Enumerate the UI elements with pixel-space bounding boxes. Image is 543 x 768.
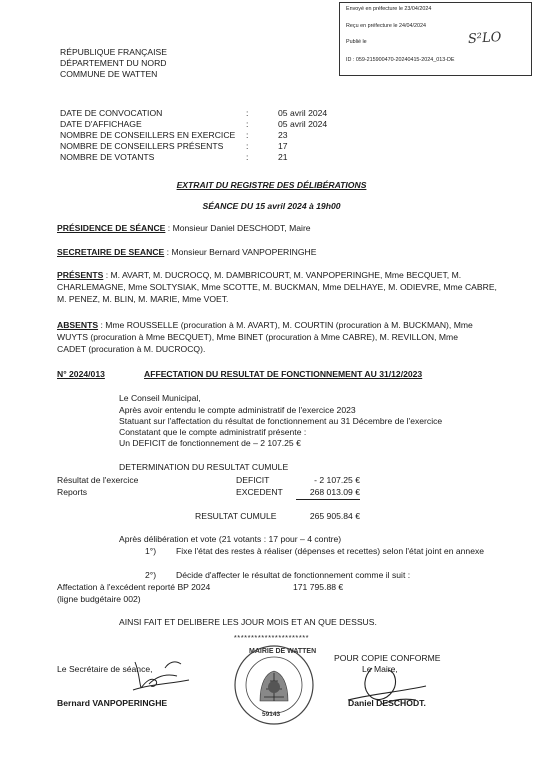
seal-bottom-text: 59143 [262,711,281,718]
deliberation-title: AFFECTATION DU RESULTAT DE FONCTIONNEMENT AU 31/12/2023 [144,369,423,379]
presents-line-1 [57,270,461,281]
presents-text: : M. AVART, M. DUCROCQ, M. DAMBRICOURT, M. VANPOPERINGHE, Mme BECQUET, M. [103,270,462,280]
info-sep: : [246,108,249,118]
info-label: DATE D'AFFICHAGE [60,119,142,129]
vote-item1-num: 1°) [145,546,157,556]
session-title: SÉANCE DU 15 avril 2024 à 19h00 [202,201,341,211]
determination-row-kind: EXCEDENT [236,487,283,497]
secretary-line [57,247,316,258]
stamp-id: ID : 059-215900470-20240415-2024_013-DE [346,57,455,63]
stamp-signature: S²LO [467,29,502,48]
absents-text: : Mme ROUSSELLE (procuration à M. AVART), M. COURTIN (procuration à M. BUCKMAN), Mme [98,320,473,330]
vote-item2-num: 2°) [145,570,157,580]
vote-line: Après délibération et vote (21 votants : 17 pour – 4 contre) [119,534,342,544]
body-line: Le Conseil Municipal, [119,393,201,403]
info-sep: : [246,152,249,162]
secretary-caption: Le Secrétaire de séance, [57,664,153,674]
info-label: NOMBRE DE CONSEILLERS PRÉSENTS [60,141,224,151]
header-department: DÉPARTEMENT DU NORD [60,58,167,68]
body-line: Constatant que le compte administratif présente : [119,427,307,437]
budget-line: (ligne budgétaire 002) [57,594,141,604]
closing-statement: AINSI FAIT ET DELIBERE LES JOUR MOIS ET AN QUE DESSUS. [119,617,377,627]
info-value: 05 avril 2024 [278,119,328,129]
absents-line-2: WUYTS (procuration à Mme BECQUET), Mme BINET (procuration à Mme CABRE), M. REVILLON, Mme [57,332,458,342]
determination-row-amount: 268 013.09 € [309,487,360,497]
body-line: Un DEFICIT de fonctionnement de – 2 107.25 € [119,438,301,448]
presidency-label: PRÉSIDENCE DE SÉANCE [57,223,166,233]
info-value: 05 avril 2024 [278,108,328,118]
mayor-name: Daniel DESCHODT. [348,698,426,708]
info-value: 23 [278,130,288,140]
sum-rule [296,499,360,500]
info-label: DATE DE CONVOCATION [60,108,163,118]
determination-title: DETERMINATION DU RESULTAT CUMULE [119,462,289,472]
copy-caption: POUR COPIE CONFORME [334,653,441,663]
deliberation-number: N° 2024/013 [57,369,105,379]
stamp-published: Publié le [346,39,367,45]
info-value: 21 [278,152,288,162]
determination-row-kind: DEFICIT [236,475,270,485]
info-sep: : [246,130,249,140]
absents-label: ABSENTS [57,320,99,330]
info-label: NOMBRE DE VOTANTS [60,152,155,162]
presents-line-3: M. PENEZ, M. BLIN, M. MARIE, Mme VOET. [57,294,229,304]
stamp-sent: Envoyé en préfecture le 23/04/2024 [346,6,432,12]
determination-row-label: Reports [57,487,88,497]
separator: ********************** [233,633,310,642]
secretary-text: : Monsieur Bernard VANPOPERINGHE [164,247,317,257]
prefecture-stamp [339,2,532,76]
header-commune: COMMUNE DE WATTEN [60,69,158,79]
vote-item1-text: Fixe l'état des restes à réaliser (dépenses et recettes) selon l'état joint en annexe [176,546,485,556]
determination-row-amount: - 2 107.25 € [314,475,360,485]
secretary-name: Bernard VANPOPERINGHE [57,698,168,708]
affect-label: Affectation à l'excédent reporté BP 2024 [57,582,211,592]
extract-title: EXTRAIT DU REGISTRE DES DÉLIBÉRATIONS [176,180,367,190]
stamp-received: Reçu en préfecture le 24/04/2024 [346,23,427,29]
info-value: 17 [278,141,288,151]
header-republic: RÉPUBLIQUE FRANÇAISE [60,47,167,57]
mayor-caption: Le Maire, [362,664,398,674]
presidency-line [57,223,311,234]
body-line: Après avoir entendu le compte administratif de l'exercice 2023 [119,405,356,415]
secretary-signature-icon [125,650,195,698]
presents-label: PRÉSENTS [57,270,104,280]
body-line: Statuant sur l'affectation du résultat de fonctionnement au 31 Décembre de l'exercice [119,416,443,426]
determination-row-label: Résultat de l'exercice [57,475,139,485]
secretary-label: SECRETAIRE DE SEANCE [57,247,165,257]
presidency-text: : Monsieur Daniel DESCHODT, Maire [165,223,311,233]
info-label: NOMBRE DE CONSEILLERS EN EXERCICE [60,130,236,140]
determination-total-label: RESULTAT CUMULE [195,511,277,521]
absents-line-3: CADET (procuration à M. DUCROCQ). [57,344,206,354]
info-sep: : [246,119,249,129]
presents-line-2: CHARLEMAGNE, Mme SOLTYSIAK, Mme SCOTTE, M. BUCKMAN, Mme DELHAYE, M. ODIEVRE, Mme CABRE, [57,282,497,292]
seal-top-text: MAIRIE DE WATTEN [249,648,317,655]
determination-total-amount: 265 905.84 € [309,511,360,521]
vote-item2-text: Décide d'affecter le résultat de fonctionnement comme il suit : [176,570,411,580]
affect-amount: 171 795.88 € [293,582,344,592]
info-sep: : [246,141,249,151]
absents-line-1 [57,320,473,331]
